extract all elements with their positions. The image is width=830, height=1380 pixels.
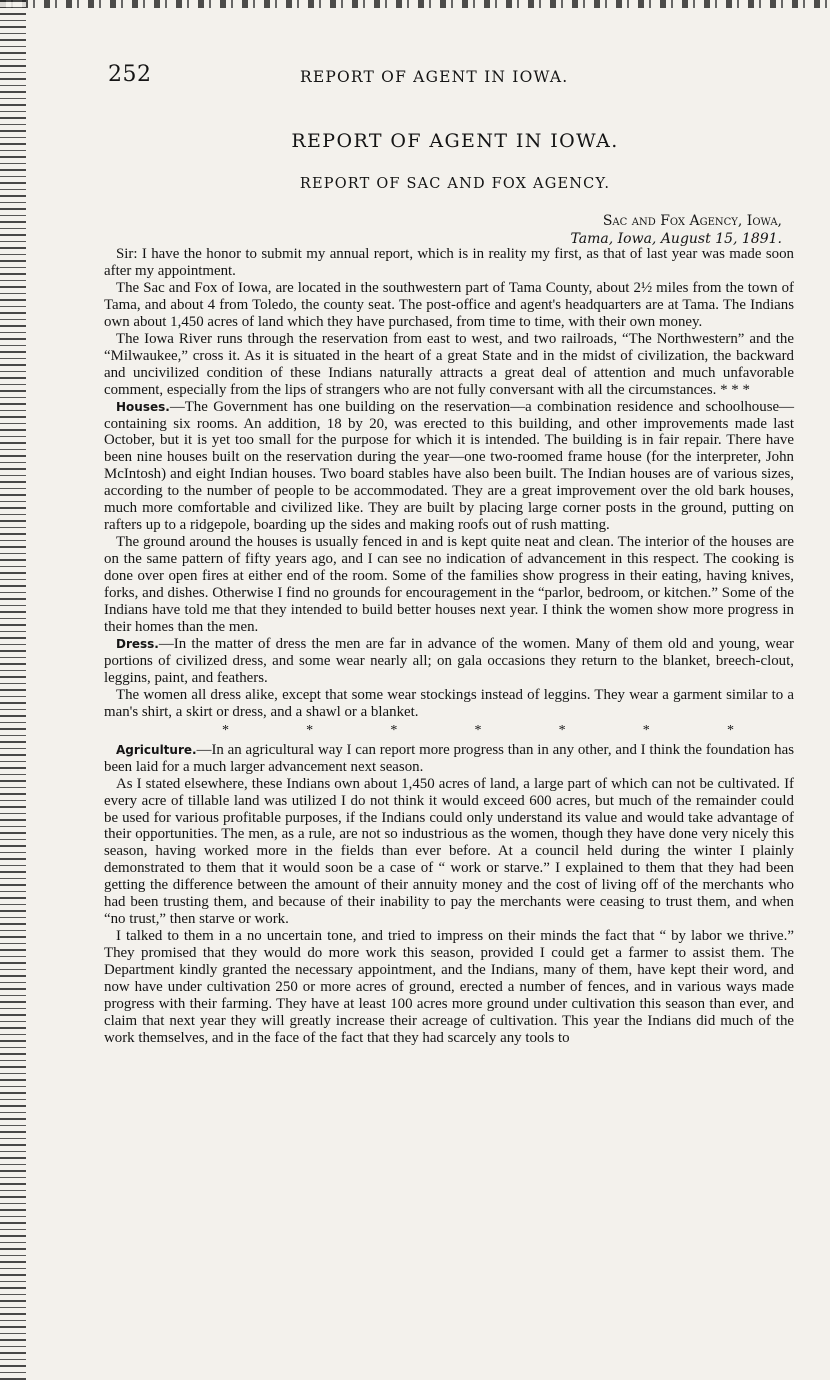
paragraph-text: The ground around the houses is usually fenced in and is kept quite neat and clean. The interior of the houses are on the same pattern of fifty years ago, and I can see no indication of advancement in this respect. The cooking is done over open fires at either end of the room. Some of the families show progress in their eating, having knives, forks, and dishes. Otherwise I find no grounds for encouragement in the “parlor, bedroom, or kitchen.” Some of the Indians have told me that they intended to build better houses next year. I think the women show more progress in their homes than the men. bbox=[104, 534, 794, 635]
section-separator bbox=[104, 721, 794, 742]
dateline-place-date: Tama, Iowa, August 15, 1891. bbox=[570, 231, 782, 247]
dateline bbox=[571, 212, 782, 248]
separator-star: * bbox=[642, 722, 650, 738]
dateline-agency: Sac and Fox Agency, Iowa, bbox=[602, 213, 782, 229]
paragraph-text: Sir: I have the honor to submit my annual report, which is in reality my first, as that of last year was made soon after my appointment. bbox=[104, 246, 794, 279]
paragraph bbox=[104, 534, 794, 636]
paragraph-text: —In an agricultural way I can report more progress than in any other, and I think the foundation has been laid for a much larger advancement next season. bbox=[104, 741, 794, 775]
document-subtitle: REPORT OF SAC AND FOX AGENCY. bbox=[299, 176, 611, 192]
paragraph bbox=[104, 742, 794, 776]
paragraph-group-agriculture bbox=[104, 742, 794, 1047]
separator-star: * bbox=[306, 722, 314, 738]
running-head: REPORT OF AGENT IN IOWA. bbox=[300, 68, 569, 86]
separator-star: * bbox=[726, 722, 734, 738]
paragraph bbox=[104, 687, 794, 721]
separator-star: * bbox=[222, 722, 229, 738]
paragraph-text: As I stated elsewhere, these Indians own about 1,450 acres of land, a large part of which can not be cultivated. If every acre of tillable land was utilized I do not think it would exceed 600 acres, but much of the remainder could be used for various profitable purposes, if the Indians could only understand its value and would take advantage of their opportunities. The men, as a rule, are not so industrious as the women, though they have done very nicely this season, having worked more in the fields than ever before. At a council held during the winter I plainly demonstrated to them that it would soon be a case of “ work or starve.” I explained to them that they had been getting the difference between the amount of their annuity money and the cost of living off of the merchants who had been trusting them, and because of their inability to pay the merchants were ceasing to trust them, and when “no trust,” then starve or work. bbox=[104, 775, 794, 928]
paragraph-lead: Dress. bbox=[116, 636, 159, 651]
paragraph-lead: Agriculture. bbox=[116, 742, 197, 757]
paragraph-text: I talked to them in a no uncertain tone, and tried to impress on their minds the fact that “ by labor we thrive.” They promised that they would do more work this season, provided I could get a farmer to assist them. The Department kindly granted the necessary appointment, and the Indians, many of them, have kept their word, and now have under cultivation 250 or more acres of ground, erected a number of fences, and in various ways made progress with their farming. They have at least 100 acres more ground under cultivation this season than ever, and claim that next year they will greatly increase their acreage of cultivation. This year the Indians did much of the work themselves, and in the face of the fact that they had scarcely any tools to bbox=[104, 928, 794, 1046]
scan-top-edge bbox=[0, 0, 830, 8]
document-title: REPORT OF AGENT IN IOWA. bbox=[291, 130, 619, 152]
report-body bbox=[104, 246, 794, 1047]
paragraph-text: The Iowa River runs through the reservation from east to west, and two railroads, “The Northwestern” and the “Milwaukee,” cross it. As it is situated in the heart of a great State and in the midst of civilization, the backward and uncivilized condition of these Indians naturally attracts a great deal of attention and much unfavorable comment, especially from the lips of strangers who are not fully conversant with all the circumstances. * * * bbox=[104, 330, 794, 398]
paragraph-text: The Sac and Fox of Iowa, are located in the southwestern part of Tama County, about 2½ miles from the town of Tama, and about 4 from Toledo, the county seat. The post-office and agent's headquarters are at Tama. The Indians own about 1,450 acres of land which they have purchased, from time to time, with their own money. bbox=[104, 279, 794, 330]
page-number: 252 bbox=[108, 62, 152, 87]
paragraph bbox=[104, 636, 794, 687]
separator-star: * bbox=[558, 722, 566, 738]
paragraph bbox=[104, 280, 794, 331]
paragraph bbox=[104, 776, 794, 929]
separator-star: * bbox=[390, 722, 398, 738]
paragraph bbox=[104, 246, 794, 280]
separator-star: * bbox=[474, 722, 482, 738]
paragraph-group-intro bbox=[104, 246, 794, 721]
paragraph-text: —The Government has one building on the reservation—a combination residence and schoolhouse—containing six rooms. An addition, 18 by 20, was erected to this building, and other improvements made last October, but it is yet too small for the purpose for which it is intended. The building is in fair repair. There have been nine houses built on the reservation during the year—one two-roomed frame house (for the interpreter, John McIntosh) and eight Indian houses. Two board stables have also been built. The Indian houses are of various sizes, according to the number of people to be accommodated. They are a great improvement over the old bark houses, much more comfortable and civilized like. They are built by placing large corner posts in the ground, putting on rafters up to a ridgepole, boarding up the sides and making roofs out of rush matting. bbox=[104, 398, 794, 534]
paragraph-text: —In the matter of dress the men are far in advance of the women. Many of them old and young, wear portions of civilized dress, and some wear nearly all; on gala occasions they return to the blanket, breech-clout, leggins, paint, and feathers. bbox=[104, 635, 794, 686]
paragraph bbox=[104, 331, 794, 399]
scan-binding-edge bbox=[0, 0, 26, 1380]
paragraph-text: The women all dress alike, except that some wear stockings instead of leggins. They wear a garment similar to a man's shirt, a skirt or dress, and a shawl or a blanket. bbox=[104, 686, 794, 720]
paragraph bbox=[104, 399, 794, 535]
paragraph-lead: Houses. bbox=[116, 399, 170, 414]
paragraph bbox=[104, 928, 794, 1047]
